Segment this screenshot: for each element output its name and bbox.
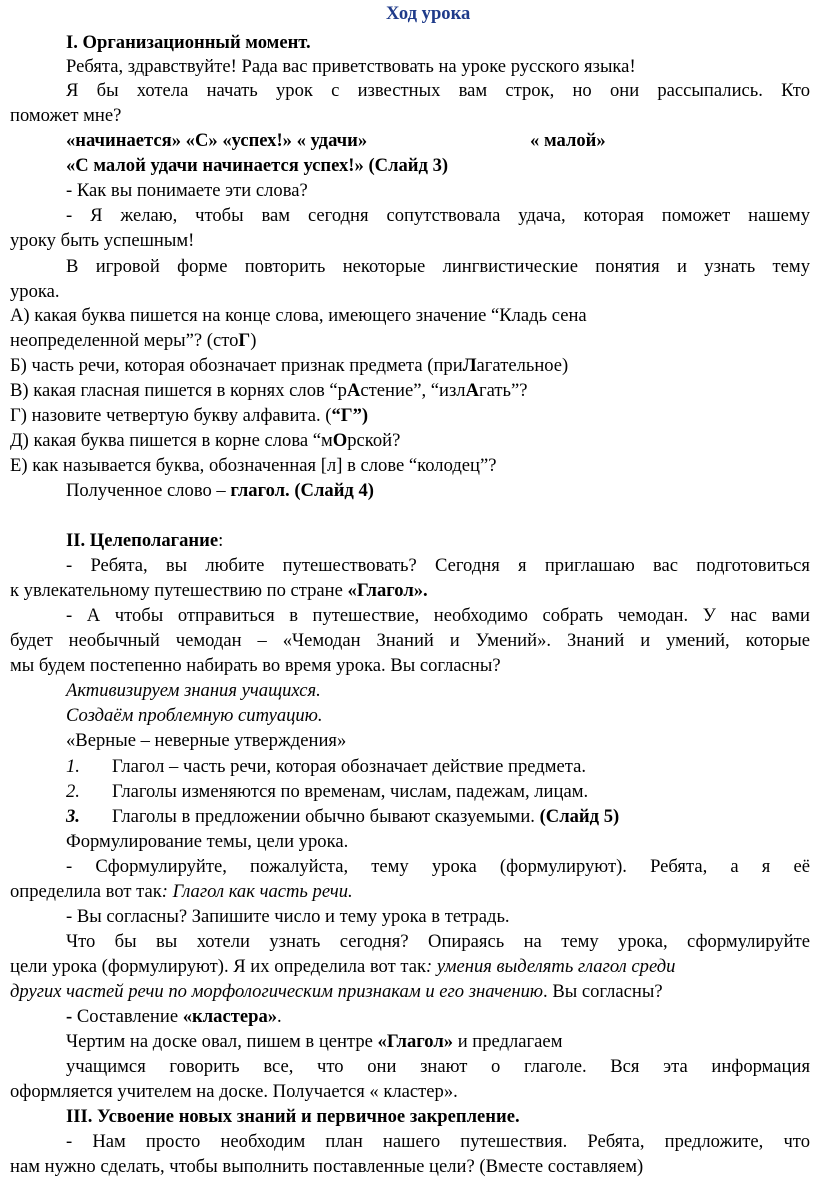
- students-line-1: учащимся говорить все, что они знают о глаголе. Вся эта информация: [66, 1056, 810, 1077]
- statement-3: 3. Глаголы в предложении обычно бывают сказуемыми. (Слайд 5): [66, 806, 620, 827]
- wish-line-1: - Я желаю, чтобы вам сегодня сопутствовала удача, которая поможет нашему: [66, 205, 810, 226]
- statement-1: 1. Глагол – часть речи, которая обозначает действие предмета.: [66, 756, 586, 777]
- page-title: Ход урока: [386, 3, 471, 24]
- scatter-intro-line-1: Я бы хотела начать урок с известных вам строк, но они рассыпались. Кто: [66, 80, 810, 101]
- question-e: Д) какая буква пишется в корне слова “мОрской?: [10, 430, 401, 451]
- true-false-title: «Верные – неверные утверждения»: [66, 730, 347, 751]
- travel-line-1: - Ребята, вы любите путешествовать? Сегодня я приглашаю вас подготовиться: [66, 555, 810, 576]
- section-2-heading: II. Целеполагание:: [66, 530, 224, 551]
- question-f: Е) как называется буква, обозначенная [л] в слове “колодец”?: [10, 455, 497, 476]
- goals-line-2: цели урока (формулируют). Я их определила вот так: умения выделять глагол среди: [10, 956, 676, 977]
- plan-line-1: - Нам просто необходим план нашего путешествия. Ребята, предложите, что: [66, 1131, 810, 1152]
- question-b: Б) часть речи, которая обозначает признак предмета (приЛагательное): [10, 355, 569, 376]
- wish-line-2: уроку быть успешным!: [10, 230, 195, 251]
- goals-line-3: других частей речи по морфологическим признакам и его значению. Вы согласны?: [10, 981, 663, 1002]
- goals-line-1: Что бы вы хотели узнать сегодня? Опираясь на тему урока, сформулируйте: [66, 931, 810, 952]
- topic-line-1: - Сформулируйте, пожалуйста, тему урока (формулируют). Ребята, а я её: [66, 856, 810, 877]
- question-a-line-2: неопределенной меры”? (стоГ): [10, 330, 257, 351]
- scatter-intro-line-2: поможет мне?: [10, 105, 122, 126]
- suitcase-line-1: - А чтобы отправиться в путешествие, необходимо собрать чемодан. У нас вами: [66, 605, 810, 626]
- write-down-line: - Вы согласны? Запишите число и тему урока в тетрадь.: [66, 906, 510, 927]
- assembled-phrase: «С малой удачи начинается успех!» (Слайд 3): [66, 155, 449, 176]
- greeting-line: Ребята, здравствуйте! Рада вас приветствовать на уроке русского языка!: [66, 56, 636, 77]
- section-1-heading: I. Организационный момент.: [66, 32, 311, 53]
- section-3-heading: III. Усвоение новых знаний и первичное закрепление.: [66, 1106, 520, 1127]
- travel-line-2: к увлекательному путешествию по стране «Глагол».: [10, 580, 428, 601]
- cluster-line: - Составление «кластера».: [66, 1006, 282, 1027]
- question-a-line-1: А) какая буква пишется на конце слова, имеющего значение “Кладь сена: [10, 305, 587, 326]
- game-line-1: В игровой форме повторить некоторые лингвистические понятия и узнать тему: [66, 256, 810, 277]
- scattered-words-left: «начинается» «С» «успех!» « удачи»: [66, 130, 368, 151]
- question-c: В) какая гласная пишется в корнях слов “рАстение”, “излАгать”?: [10, 380, 528, 401]
- problem-situation: Создаём проблемную ситуацию.: [66, 705, 323, 726]
- students-line-2: оформляется учителем на доске. Получается « кластер».: [10, 1081, 458, 1102]
- activate-knowledge: Активизируем знания учащихся.: [66, 680, 321, 701]
- scattered-words-right: « малой»: [530, 130, 606, 151]
- result-line: Полученное слово – глагол. (Слайд 4): [66, 480, 374, 501]
- statement-2: 2. Глаголы изменяются по временам, числам, падежам, лицам.: [66, 781, 589, 802]
- plan-line-2: нам нужно сделать, чтобы выполнить поставленные цели? (Вместе составляем): [10, 1156, 644, 1177]
- oval-line: Чертим на доске овал, пишем в центре «Глагол» и предлагаем: [66, 1031, 563, 1052]
- suitcase-line-2: будет необычный чемодан – «Чемодан Знаний и Умений». Знаний и умений, которые: [10, 630, 810, 651]
- topic-line-2: определила вот так: Глагол как часть речи.: [10, 881, 353, 902]
- question-line: - Как вы понимаете эти слова?: [66, 180, 308, 201]
- game-line-2: урока.: [10, 281, 60, 302]
- suitcase-line-3: мы будем постепенно набирать во время урока. Вы согласны?: [10, 655, 501, 676]
- formulate-topic: Формулирование темы, цели урока.: [66, 831, 349, 852]
- question-d: Г) назовите четвертую букву алфавита. (“Г”): [10, 405, 369, 426]
